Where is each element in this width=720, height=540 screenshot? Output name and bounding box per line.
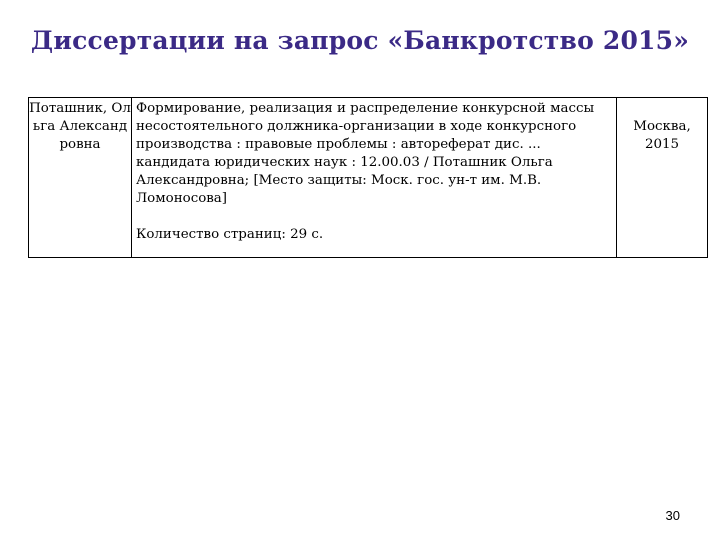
publication-year: 2015	[644, 137, 680, 152]
description-cell	[132, 98, 617, 258]
page-number: 30	[665, 508, 680, 523]
slide-title: Диссертации на запрос «Банкротство 2015»	[30, 26, 690, 55]
author-cell: Поташник, Ольга Александровна	[29, 98, 132, 258]
dissertation-table	[28, 97, 708, 258]
description-text: Формирование, реализация и распределение конкурсной массы несостоятельного должника-организации в ходе конкурсного производства : правовые проблемы : автореферат дис. ... кандидата юридических наук : 12.00.03 / Поташник Ольга Александровна; [Место защиты: Моск. гос. ун-т им. М.В. Ломоносова]	[136, 101, 595, 206]
place-year-cell	[617, 98, 708, 258]
table-row	[29, 98, 708, 258]
publication-place: Москва,	[633, 119, 691, 134]
page-count: Количество страниц: 29 с.	[136, 227, 324, 242]
